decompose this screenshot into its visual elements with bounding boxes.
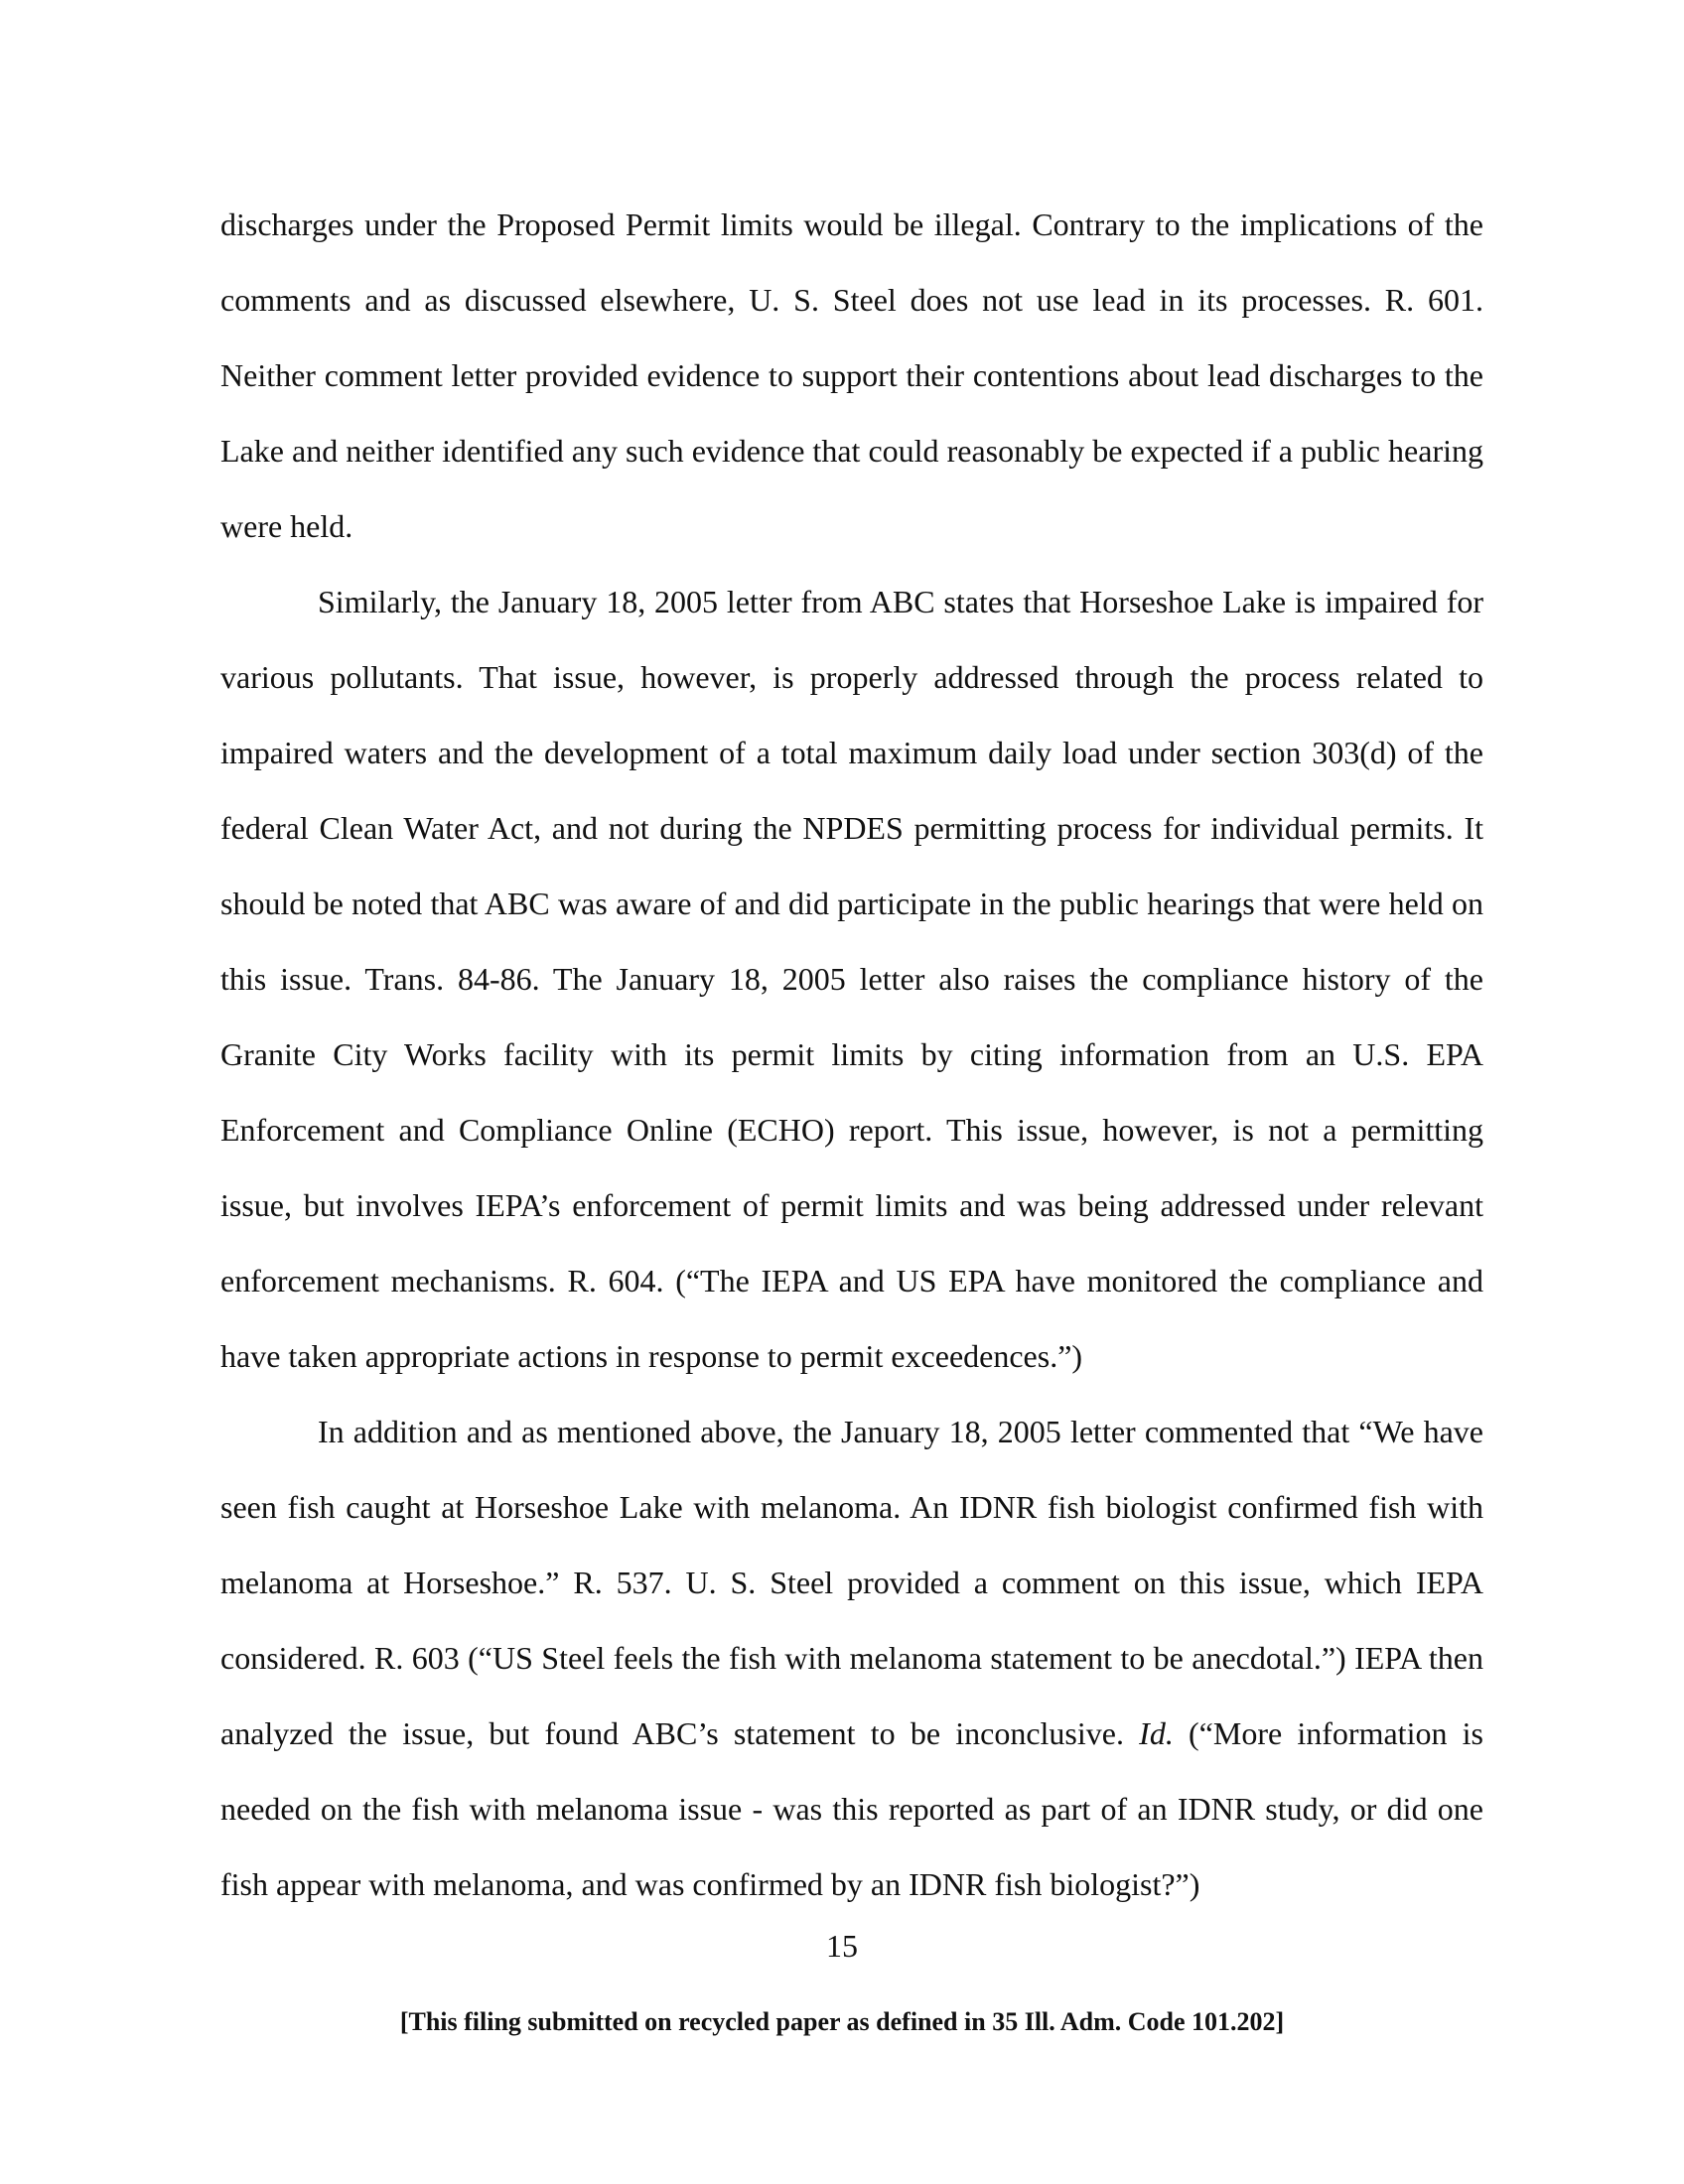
paragraph-text: Similarly, the January 18, 2005 letter from ABC states that Horseshoe Lake is impaired for various pollutants. That issue, however, is properly addressed through the process related to impaired waters and the development of a total maximum daily load under section 303(d) of the federal Clean Water Act, and not during the NPDES permitting process for individual permits. It should be noted that ABC was aware of and did participate in the public hearings that were held on this issue. Trans. 84-86. The January 18, 2005 letter also raises the compliance history of the Granite City Works facility with its permit limits by citing information from an U.S. EPA Enforcement and Compliance Online (ECHO) report. This issue, however, is not a permitting issue, but involves IEPA’s enforcement of permit limits and was being addressed under relevant enforcement mechanisms. R. 604. (“The IEPA and US EPA have monitored the compliance and have taken appropriate actions in response to permit exceedences.”) bbox=[220, 584, 1483, 1374]
paragraph-fish-melanoma bbox=[220, 1394, 1483, 1922]
paragraph-text: (“More information is needed on the fish with melanoma issue - was this reported as part of an IDNR study, or did one fish appear with melanoma, and was confirmed by an IDNR fish biologist?”) bbox=[220, 1715, 1484, 1902]
recycled-paper-footer: [This filing submitted on recycled paper as defined in 35 Ill. Adm. Code 101.202] bbox=[399, 2007, 1285, 2036]
page-number: 15 bbox=[826, 1928, 858, 1964]
citation-id-italic: Id. bbox=[1139, 1715, 1174, 1751]
paragraph-text: In addition and as mentioned above, the January 18, 2005 letter commented that “We have seen fish caught at Horseshoe Lake with melanoma. An IDNR fish biologist confirmed fish with melanoma at Horseshoe.” R. 537. U. S. Steel provided a comment on this issue, which IEPA considered. R. 603 (“US Steel feels the fish with melanoma statement to be anecdotal.”) IEPA then analyzed the issue, but found ABC’s statement to be inconclusive. bbox=[220, 1414, 1483, 1751]
paragraph-text: discharges under the Proposed Permit limits would be illegal. Contrary to the implications of the comments and as discussed elsewhere, U. S. Steel does not use lead in its processes. R. 601. Neither comment letter provided evidence to support their contentions about lead discharges to the Lake and neither identified any such evidence that could reasonably be expected if a public hearing were held. bbox=[220, 206, 1483, 544]
paragraph-horseshoe-lake-impaired bbox=[220, 564, 1483, 1394]
paragraph-lead-discharges bbox=[220, 187, 1483, 564]
document-body bbox=[220, 187, 1483, 1922]
